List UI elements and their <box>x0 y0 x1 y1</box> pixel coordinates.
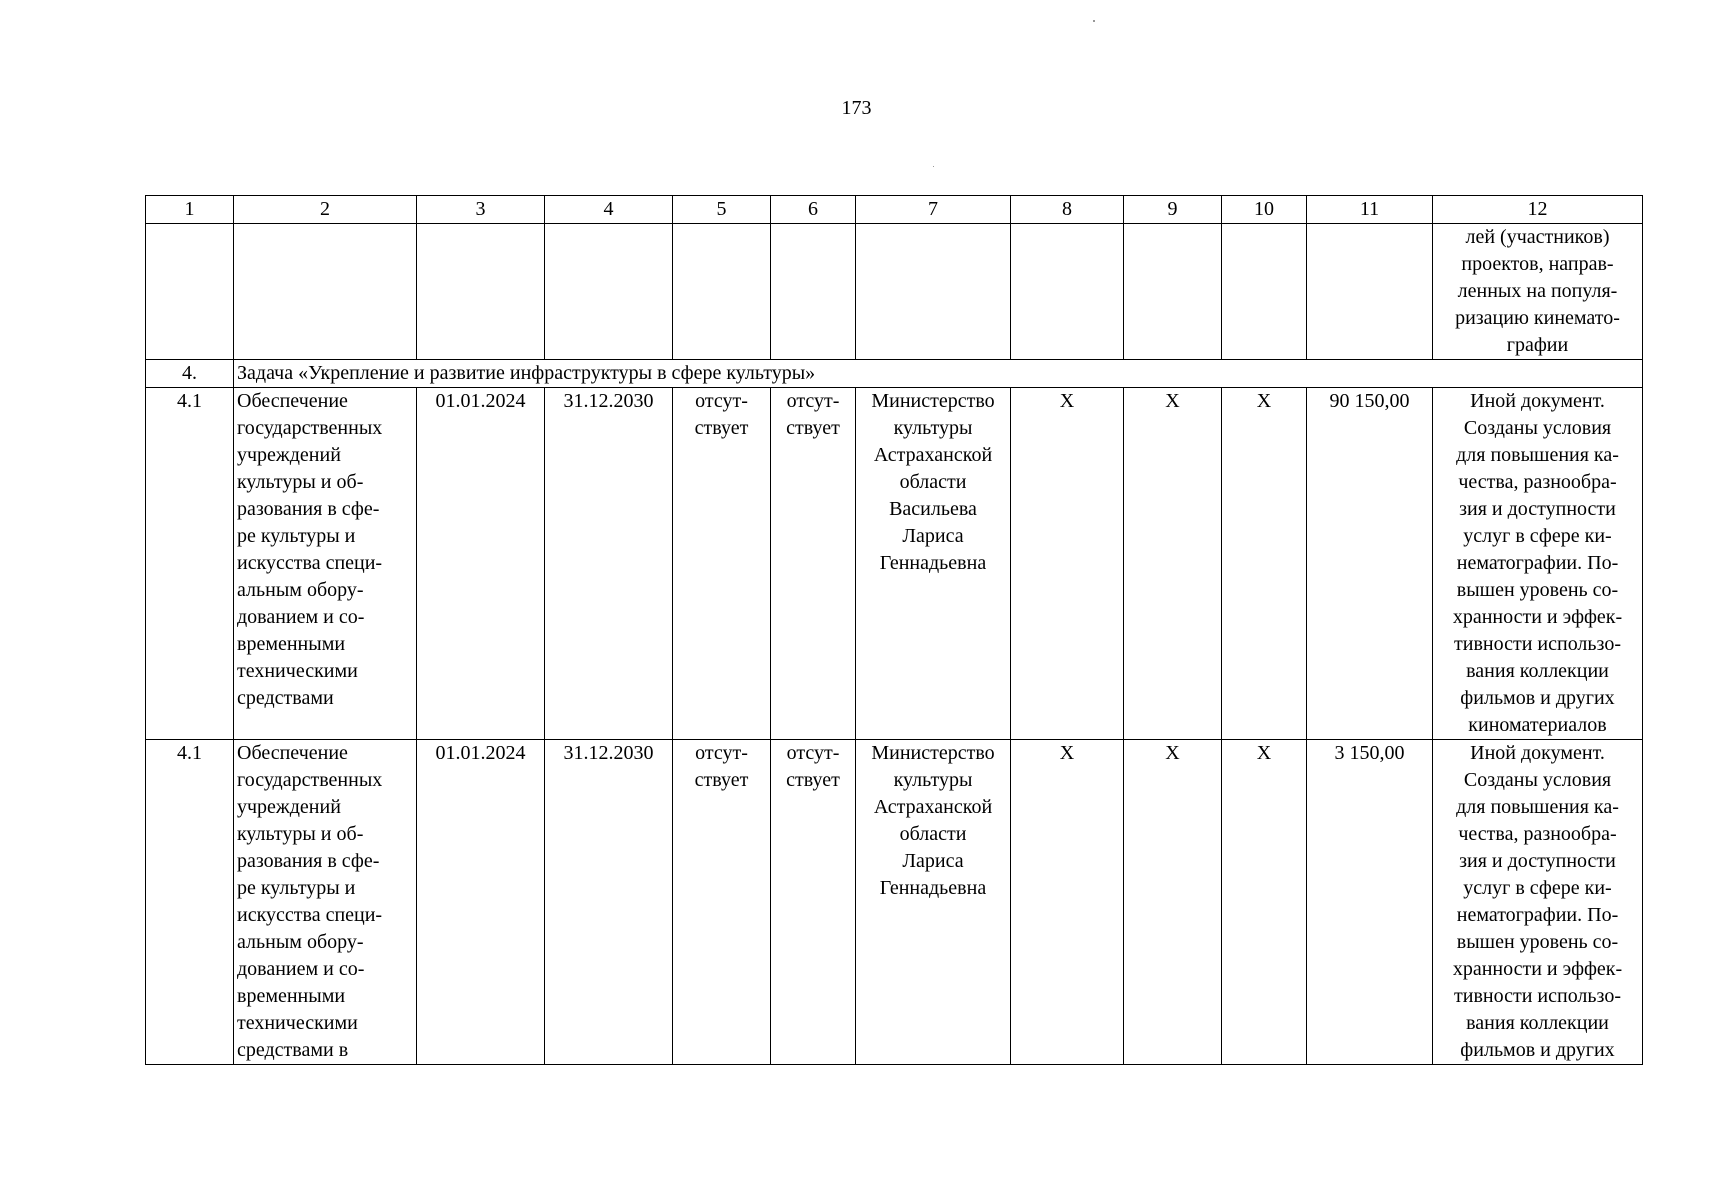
measure-name: Обеспечение государственных учреждений культуры и об- разования в сфе- ре культуры и искусства специ- альным обору- дованием и со- временными техническими средствами в <box>234 740 417 1065</box>
column-header: 11 <box>1307 196 1433 224</box>
task-title: Задача «Укрепление и развитие инфраструктуры в сфере культуры» <box>234 360 1643 388</box>
scan-speck <box>1093 20 1095 22</box>
col6-value: отсут- ствует <box>771 388 856 740</box>
empty-cell <box>1307 224 1433 360</box>
amount: 3 150,00 <box>1307 740 1433 1065</box>
amount: 90 150,00 <box>1307 388 1433 740</box>
empty-cell <box>856 224 1011 360</box>
row-number: 4.1 <box>146 740 234 1065</box>
column-header: 9 <box>1124 196 1222 224</box>
col10-mark: Х <box>1222 388 1307 740</box>
start-date: 01.01.2024 <box>417 388 545 740</box>
column-number-row <box>146 196 1643 224</box>
row-number: 4.1 <box>146 388 234 740</box>
column-header: 2 <box>234 196 417 224</box>
empty-cell <box>771 224 856 360</box>
responsible-person: Министерство культуры Астраханской области Васильева Лариса Геннадьевна <box>856 388 1011 740</box>
col9-mark: Х <box>1124 388 1222 740</box>
column-header: 5 <box>673 196 771 224</box>
expected-result: Иной документ. Созданы условия для повышения ка- чества, разнообра- зия и доступности услуг в сфере ки- нематографии. По- вышен уровень со- хранности и эффек- тивности использо- вания коллекции фильмов и других киноматериалов <box>1433 388 1643 740</box>
col8-mark: Х <box>1011 388 1124 740</box>
scan-speck <box>933 166 934 167</box>
empty-cell <box>234 224 417 360</box>
col8-mark: Х <box>1011 740 1124 1065</box>
column-header: 10 <box>1222 196 1307 224</box>
empty-cell <box>146 224 234 360</box>
responsible-person: Министерство культуры Астраханской области Лариса Геннадьевна <box>856 740 1011 1065</box>
start-date: 01.01.2024 <box>417 740 545 1065</box>
empty-cell <box>1011 224 1124 360</box>
column-header: 12 <box>1433 196 1643 224</box>
col6-value: отсут- ствует <box>771 740 856 1065</box>
col5-value: отсут- ствует <box>673 740 771 1065</box>
data-table <box>145 195 1643 1065</box>
column-header: 4 <box>545 196 673 224</box>
column-header: 3 <box>417 196 545 224</box>
continuation-result-cell: лей (участников) проектов, направ- ленных на популя- ризацию кинемато- графии <box>1433 224 1643 360</box>
empty-cell <box>673 224 771 360</box>
task-number: 4. <box>146 360 234 388</box>
col10-mark: Х <box>1222 740 1307 1065</box>
column-header: 7 <box>856 196 1011 224</box>
end-date: 31.12.2030 <box>545 740 673 1065</box>
end-date: 31.12.2030 <box>545 388 673 740</box>
col9-mark: Х <box>1124 740 1222 1065</box>
empty-cell <box>1222 224 1307 360</box>
column-header: 1 <box>146 196 234 224</box>
expected-result: Иной документ. Созданы условия для повышения ка- чества, разнообра- зия и доступности услуг в сфере ки- нематографии. По- вышен уровень со- хранности и эффек- тивности использо- вания коллекции фильмов и других <box>1433 740 1643 1065</box>
empty-cell <box>1124 224 1222 360</box>
column-header: 8 <box>1011 196 1124 224</box>
page-number: 173 <box>841 97 872 119</box>
column-header: 6 <box>771 196 856 224</box>
empty-cell <box>417 224 545 360</box>
table-row <box>146 740 1643 1065</box>
col5-value: отсут- ствует <box>673 388 771 740</box>
measure-name: Обеспечение государственных учреждений культуры и об- разования в сфе- ре культуры и искусства специ- альным обору- дованием и со- временными техническими средствами <box>234 388 417 740</box>
table-row <box>146 388 1643 740</box>
task-row <box>146 360 1643 388</box>
empty-cell <box>545 224 673 360</box>
continuation-row <box>146 224 1643 360</box>
